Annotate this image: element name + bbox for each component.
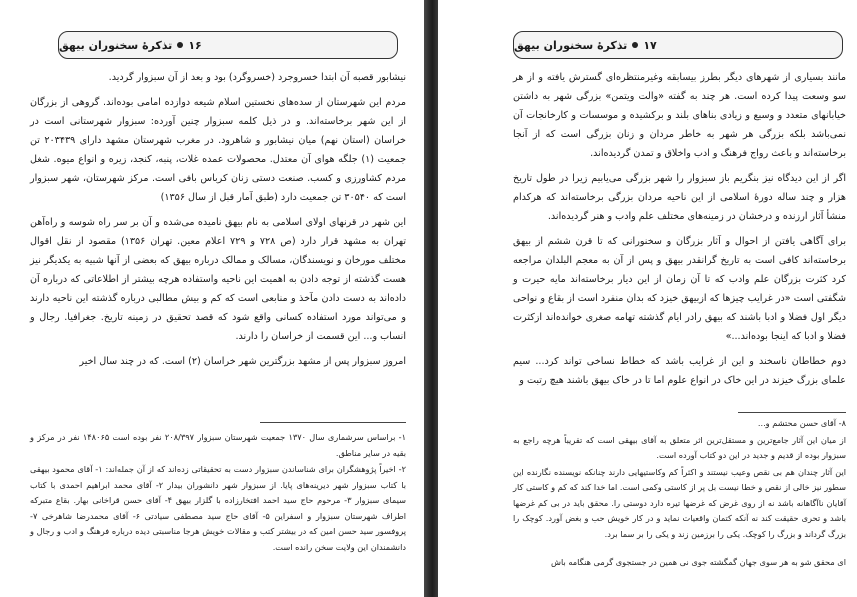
- left-page: [0, 0, 424, 597]
- right-page-number: ۱۷: [643, 38, 657, 52]
- paragraph: نیشابور قصبه آن ابتدا خسروجرد (خسروگرد) بود و بعد از آن سبزوار گردید.: [108, 72, 406, 83]
- paragraph: این شهر در قرنهای اولای اسلامی به نام بیهق نامیده می‌شده و آن بر سر راه شوسه و راه‌آهن تهران به مشهد قرار دارد (ص ۷۲۸ و ۷۲۹ اعلام معین. تهران ۱۳۵۶) مقصود از نقل اقوال مختلف مورخان و نویسندگان، مسالک و ممالک درباره بیهق که بعضی از آنها شبیه به یکدیگر نیز هست گذشته از توجه دادن به اهمیت این ناحیه واستفاده هرچه بیشتر از اطلاعاتی که درباره آن داده‌اند به دست دادن مآخذ و منابعی است که کم و بیش مطالبی درباره گذشته این ناحیه دارند و می‌تواند مورد استفاده کسانی واقع شود که قصد تحقیق در زمینه تاریخ. جغرافیا. رجال و انساب و... این قسمت از خراسان را دارند.: [30, 217, 407, 342]
- right-page-running-title: تذکرهٔ سخنوران بیهق: [514, 38, 628, 52]
- paragraph: دوم خطاطان ناسخند و این از غرایب باشد که خطاط نساخی تواند کرد... سیم علمای بزرگ خیزند در این خاک در انواع علوم اما تا در خاک بیهق باشند هیچ رتبت و: [513, 356, 846, 386]
- bullet-icon: [177, 42, 183, 48]
- right-page: [438, 0, 857, 597]
- book-gutter: [424, 0, 438, 597]
- verse-line: ای محقق شو به هر سوی جهان گمگشته جوی نی همین در جستجوی گرمی هنگامه باش: [550, 557, 846, 567]
- right-page-footnotes: [513, 416, 846, 572]
- paragraph: برای آگاهی یافتن از احوال و آثار بزرگان و سخنورانی که تا قرن ششم از بیهق برخاسته‌اند کافی است به تاریخ گرانقدر بیهق و پس از آن به معجم البلدان مراجعه کرد کثرت بزرگان علم وادب که تا آن زمان از این دیار برخاسته‌اند مایه حیرت و شگفتی است «در غرایب چیزها که ازبیهق خیزد که بدان منفرد است از بقاع و نواحی دیگر اول فضلا و ادبا باشند که بیهق رادر ایام گذشته تهامه صغری خوانده‌اند ازکثرت فضلا و ادبا که اینجا بوده‌اند...»: [513, 236, 846, 342]
- bullet-icon: [632, 42, 638, 48]
- left-page-body: [30, 68, 406, 377]
- paragraph: اگر از این دیدگاه نیز بنگریم باز سبزوار را شهر بزرگی می‌یابیم زیرا در طول تاریخ هزار و چند ساله دورهٔ اسلامی از این ناحیه مردان بزرگی برخاسته‌اند که هرکدام منشأ آثار ارزنده و درخشان در زمینه‌های مختلف علم وادب و هنر گردیده‌اند.: [513, 173, 846, 222]
- paragraph: امروز سبزوار پس از مشهد بزرگترین شهر خراسان (۲) است. که در چند سال اخیر: [79, 356, 406, 367]
- footnote: این آثار چندان هم بی نقص وعیب نیستند و اکثراً کم وکاستیهایی دارند چنانکه نویسنده نگارنده این سطور نیز خالی از نقص و خطا نیست بل پر از کاستی وکمی است. اما خدا کند که کم و کاستی کار آقایان ناآگاهانه باشد نه از روی غرض که غرضها تیره دارد دوستی را. محقق باید در بی کم غرضها باشد و تحری حقیقت کند نه آنکه کتمان واقعیات نماید و در کار خویش حب و بغض آورد. کوچک را بزرگ گرداند و بزرگ را کوچک. یکی را برزمین زند و یکی را بر سما برد.: [513, 466, 846, 539]
- footnote-separator: [738, 412, 846, 413]
- left-page-running-title: تذکرهٔ سخنوران بیهق: [59, 38, 173, 52]
- left-page-footnotes: [30, 430, 406, 556]
- left-page-number: ۱۶: [188, 38, 202, 52]
- right-page-body: [513, 68, 846, 396]
- right-page-header: [513, 31, 843, 59]
- paragraph: مردم این شهرستان از سده‌های نخستین اسلام شیعه دوازده امامی بوده‌اند. گروهی از بزرگان از این شهر برخاسته‌اند. و در ذیل کلمه سبزوار چنین آورده: سبزوار شهرستانی است در خراسان (استان نهم) میان نیشابور و شاهرود. در مغرب شهرستان مشهد دارای ۲۰۳۴۳۹ تن جمعیت (۱) جلگه هوای آن معتدل. محصولات عمده غلات، پنبه، کنجد، زیره و انواع میوه. شغل مردم کشاورزی و کسب. صنعت دستی زنان کرباس بافی است. مرکز شهرستان، شهر سبزوار است که ۳۰۵۴۰ تن جمعیت دارد (طبق آمار قبل از سال ۱۳۵۶): [30, 97, 406, 203]
- paragraph: مانند بسیاری از شهرهای دیگر بطرز بیسابقه وغیرمنتظره‌ای گسترش یافته و از هر سو وسعت پیدا کرده است. هر چند به گفته «والت ویتمن» بزرگی شهر به داشتن خیابانهای متعدد و وسیع و زیادی بناهای بلند و برکشیده و موسسات و کارخانجات آن نمی‌باشد بلکه بزرگی هر شهر به خاطر مردان و زنان بزرگی است که از آنجا برخاسته‌اند و باعث رواج فرهنگ و ادب واخلاق و تمدن گردیده‌اند.: [513, 72, 846, 159]
- footnote-separator: [260, 422, 406, 423]
- footnote: ۲- اخیراً پژوهشگران برای شناساندن سبزوار دست به تحقیقاتی زده‌اند که از آن جمله‌اند: ۱- آقای محمود بیهقی با کتاب سبزوار شهر دیرینه‌های پایا. از سبزوار شهر دانشوران بیدار ۲- آقای محمد ابراهیم احمدی با کتاب سیمای سبزوار ۳- مرحوم حاج سید احمد افتخارزاده با گلزار بیهق ۴- آقای حسن قراخانی بهار. بقاع متبرکه اطراف شهرستان سبزوار و اسفراین ۵- آقای حاج سید مصطفی سیادتی ۶- آقای محمدرضا شاهرخی ۷- پروفسور سید حسن امین که در بیشتر کتب و مقالات خویش هرجا مناسبتی دیده درباره فرهنگ و ادب و رجال و دانشمندان این ولایت سخن رانده است.: [30, 464, 407, 552]
- footnote: ۸- آقای حسن محتشم و...: [757, 418, 846, 428]
- footnote: از میان این آثار جامع‌ترین و مستقل‌ترین اثر متعلق به آقای بیهقی است که تقریباً هرچه راجع به سبزوار بوده از قدیم و جدید در این دو کتاب آورده است.: [513, 434, 846, 460]
- footnote-spacer: [513, 543, 846, 555]
- left-page-header: [58, 31, 398, 59]
- footnote: ۱- براساس سرشماری سال ۱۳۷۰ جمعیت شهرستان سبزوار ۲۰۸/۳۹۷ نفر بوده است ۱۴۸۰۶۵ نفر در مرکز و بقیه در سایر مناطق.: [30, 432, 407, 458]
